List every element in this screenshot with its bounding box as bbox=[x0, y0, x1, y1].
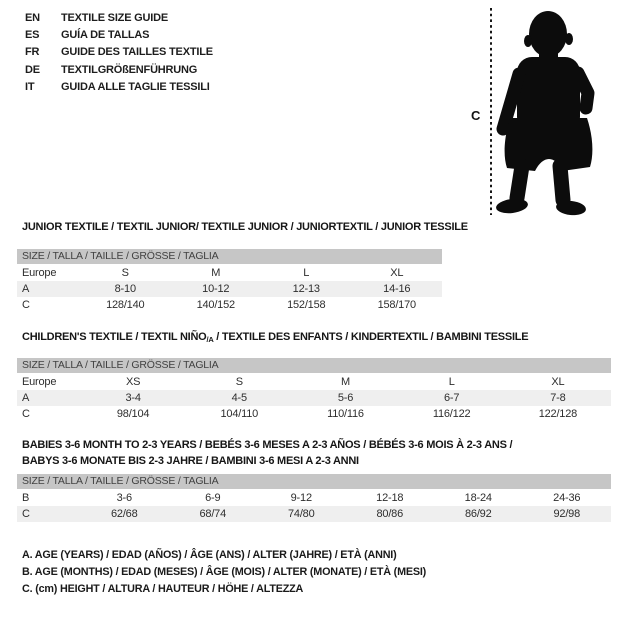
size-cell: 6-9 bbox=[205, 492, 221, 504]
size-cell: XL bbox=[390, 267, 404, 279]
children-title-pre: CHILDREN'S TEXTILE / TEXTIL NIÑO bbox=[22, 331, 207, 343]
size-cell: M bbox=[340, 376, 350, 388]
table-row bbox=[17, 297, 442, 313]
size-cell: 116/122 bbox=[432, 408, 471, 420]
size-cell: 110/116 bbox=[327, 408, 364, 420]
babies-size-table bbox=[17, 490, 611, 522]
size-cell: 128/140 bbox=[106, 299, 145, 311]
language-code: EN bbox=[25, 12, 40, 24]
size-cell: 68/74 bbox=[169, 506, 258, 522]
toddler-silhouette-icon bbox=[488, 0, 614, 220]
language-code: DE bbox=[25, 63, 40, 76]
junior-table-section bbox=[17, 221, 611, 313]
size-cell: 8-10 bbox=[80, 281, 171, 297]
size-cell: L bbox=[303, 267, 310, 279]
row-label: A bbox=[17, 390, 80, 406]
language-title: GUÍA DE TALLAS bbox=[61, 29, 150, 42]
size-cell: 24-36 bbox=[553, 492, 581, 504]
table-row bbox=[17, 374, 611, 390]
size-cell: 98/104 bbox=[116, 408, 150, 420]
size-cell: XS bbox=[125, 376, 141, 388]
language-row bbox=[25, 10, 213, 27]
row-label: Europe bbox=[22, 267, 57, 279]
size-cell: L bbox=[448, 376, 455, 388]
footnotes bbox=[22, 547, 426, 597]
size-cell: 14-16 bbox=[352, 281, 443, 297]
size-cell: 12-18 bbox=[376, 492, 404, 504]
junior-size-table bbox=[17, 265, 442, 313]
size-cell: 92/98 bbox=[523, 506, 612, 522]
language-row bbox=[25, 79, 213, 96]
children-size-table bbox=[17, 374, 611, 422]
footnote-b: B. AGE (MONTHS) / EDAD (MESES) / ÂGE (MOIS) / ALTER (MONATE) / ETÀ (MESI) bbox=[22, 565, 427, 578]
row-label: Europe bbox=[22, 376, 57, 388]
language-code: ES bbox=[25, 29, 40, 42]
table-row bbox=[17, 490, 611, 506]
size-header-band: SIZE / TALLA / TAILLE / GRÖSSE / TAGLIA bbox=[17, 474, 611, 489]
language-row bbox=[25, 44, 213, 61]
size-cell: 12-13 bbox=[261, 281, 352, 297]
size-cell: 152/158 bbox=[287, 299, 326, 311]
size-cell: 4-5 bbox=[186, 390, 292, 406]
size-cell: 18-24 bbox=[464, 492, 492, 504]
size-cell: 74/80 bbox=[257, 506, 346, 522]
children-title-post: / TEXTILE DES ENFANTS / KINDERTEXTIL / BAMBINI TESSILE bbox=[213, 331, 529, 343]
language-title: TEXTILE SIZE GUIDE bbox=[61, 12, 169, 24]
size-cell: M bbox=[211, 267, 221, 279]
size-cell: 62/68 bbox=[80, 506, 169, 522]
language-row bbox=[25, 62, 213, 79]
size-cell: 104/110 bbox=[220, 408, 259, 420]
row-label: C bbox=[22, 299, 30, 311]
table-row bbox=[17, 406, 611, 422]
language-title: TEXTILGRÖßENFÜHRUNG bbox=[61, 63, 198, 76]
size-cell: 10-12 bbox=[171, 281, 262, 297]
size-cell: S bbox=[235, 376, 243, 388]
size-cell: 122/128 bbox=[538, 408, 578, 420]
language-list bbox=[25, 10, 213, 96]
language-row bbox=[25, 27, 213, 44]
language-title: GUIDA ALLE TAGLIE TESSILI bbox=[61, 80, 210, 93]
toddler-silhouette bbox=[495, 11, 592, 217]
height-measure-label: C bbox=[471, 108, 481, 123]
language-code: IT bbox=[25, 80, 35, 93]
size-cell: 6-7 bbox=[399, 390, 505, 406]
babies-table-section bbox=[17, 437, 611, 522]
table-row bbox=[17, 281, 442, 297]
babies-title-line2: BABYS 3-6 MONATE BIS 2-3 JAHRE / BAMBINI 3-6 MESI A 2-3 ANNI bbox=[22, 455, 359, 467]
row-label: B bbox=[22, 492, 30, 504]
size-cell: 86/92 bbox=[434, 506, 523, 522]
size-cell: XL bbox=[551, 376, 565, 388]
footnote-a: A. AGE (YEARS) / EDAD (AÑOS) / ÂGE (ANS) / ALTER (JAHRE) / ETÀ (ANNI) bbox=[22, 549, 397, 561]
children-table-section bbox=[17, 331, 611, 422]
size-cell: 140/152 bbox=[196, 299, 235, 311]
size-header-band: SIZE / TALLA / TAILLE / GRÖSSE / TAGLIA bbox=[17, 358, 611, 373]
size-header-band: SIZE / TALLA / TAILLE / GRÖSSE / TAGLIA bbox=[17, 249, 442, 264]
footnote-c: C. (cm) HEIGHT / ALTURA / HAUTEUR / HÖHE / ALTEZZA bbox=[22, 582, 304, 595]
size-cell: 3-4 bbox=[80, 390, 186, 406]
table-row bbox=[17, 265, 442, 281]
table-row bbox=[17, 506, 611, 522]
size-cell: S bbox=[121, 267, 129, 279]
row-label: A bbox=[17, 281, 80, 297]
babies-title-line1: BABIES 3-6 MONTH TO 2-3 YEARS / BEBÉS 3-6 MESES A 2-3 AÑOS / BÉBÉS 3-6 MOIS À 2-3 ANS / bbox=[22, 439, 513, 451]
size-cell: 3-6 bbox=[116, 492, 132, 504]
size-cell: 9-12 bbox=[290, 492, 312, 504]
row-label: C bbox=[17, 506, 80, 522]
row-label: C bbox=[22, 408, 30, 420]
language-title: GUIDE DES TAILLES TEXTILE bbox=[61, 46, 213, 59]
size-cell: 7-8 bbox=[505, 390, 611, 406]
junior-table-title: JUNIOR TEXTILE / TEXTIL JUNIOR/ TEXTILE JUNIOR / JUNIORTEXTIL / JUNIOR TESSILE bbox=[22, 221, 468, 233]
children-table-title bbox=[22, 331, 611, 346]
size-cell: 80/86 bbox=[346, 506, 435, 522]
babies-table-title bbox=[22, 437, 611, 469]
children-title-subscript: /A bbox=[206, 335, 214, 344]
table-row bbox=[17, 390, 611, 406]
size-cell: 5-6 bbox=[292, 390, 398, 406]
size-cell: 158/170 bbox=[377, 299, 416, 311]
language-code: FR bbox=[25, 46, 40, 59]
